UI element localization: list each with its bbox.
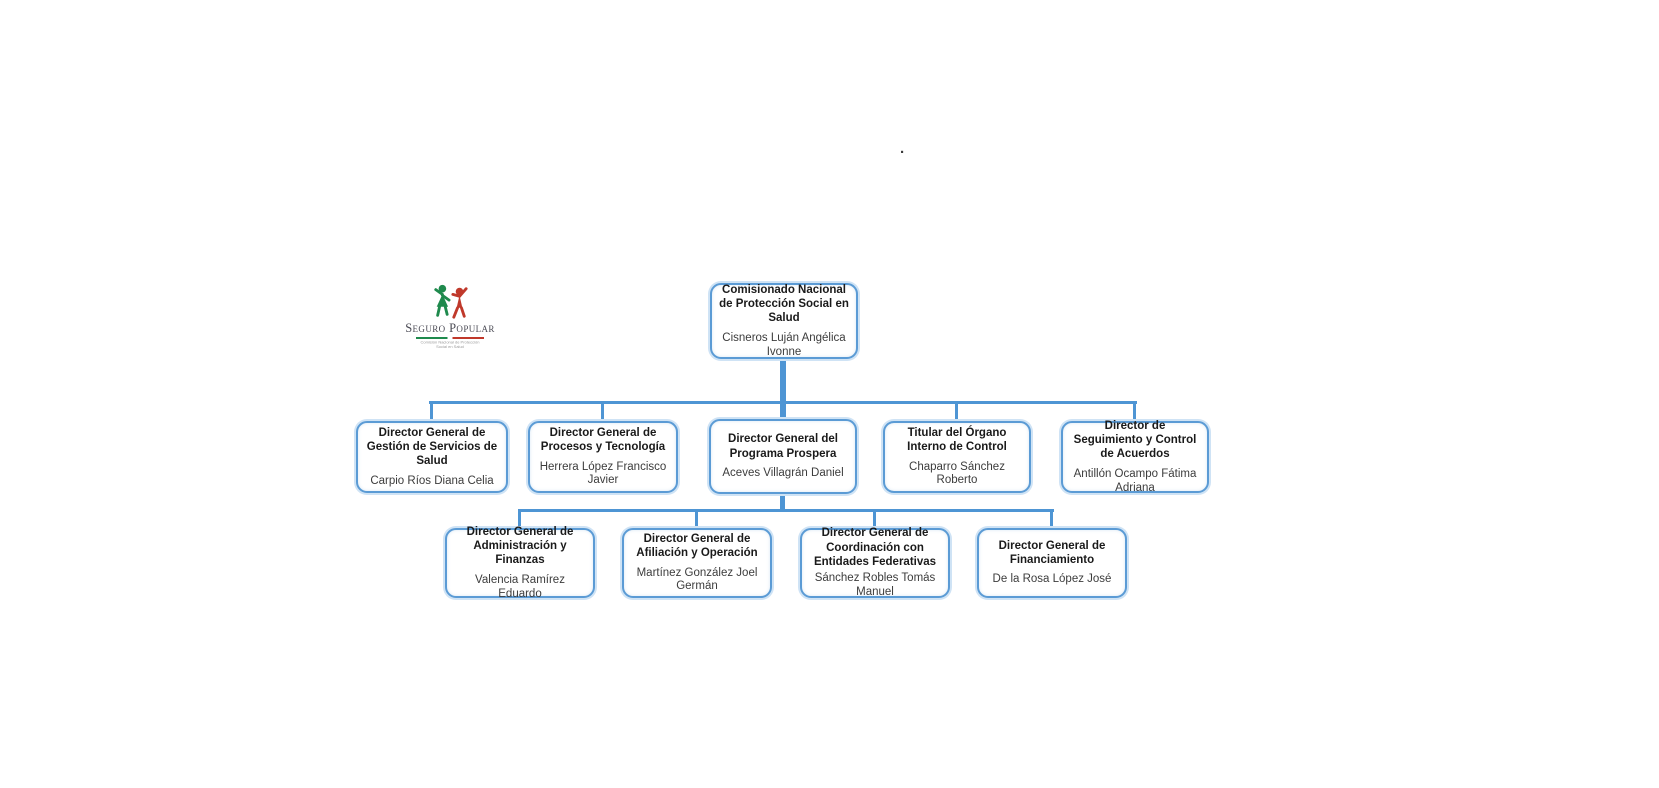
org-node-person: Valencia Ramírez Eduardo	[475, 573, 565, 600]
org-node-title: Director General de Administración y Finanzas	[466, 525, 574, 567]
org-node-coordinacion-entidades	[800, 528, 950, 598]
org-node-person: Cisneros Luján Angélica Ivonne	[722, 331, 846, 358]
org-node-seguimiento-acuerdos	[1061, 421, 1209, 493]
org-node-person: Aceves Villagrán Daniel	[722, 466, 844, 479]
org-node-comisionado	[710, 283, 858, 359]
org-node-programa-prospera	[709, 419, 857, 494]
org-node-afiliacion-operacion	[622, 528, 772, 598]
org-node-person: Carpio Ríos Diana Celia	[370, 474, 494, 487]
org-node-title: Director General de Afiliación y Operación	[636, 532, 758, 560]
org-node-person: De la Rosa López José	[992, 573, 1112, 586]
org-node-title: Director General de Coordinación con Entidades Federativas	[813, 527, 937, 568]
connector-level2-drop-1	[430, 404, 433, 422]
org-node-gestion-servicios-salud	[356, 421, 508, 493]
org-node-person: Martínez González Joel Germán	[636, 566, 758, 593]
org-node-title: Director General de Gestión de Servicios de Salud	[366, 426, 498, 468]
org-node-person: Antillón Ocampo Fátima Adriana	[1073, 467, 1197, 494]
connector-level2-drop-4	[955, 404, 958, 422]
org-node-title: Titular del Órgano Interno de Control	[907, 426, 1007, 454]
org-node-title: Comisionado Nacional de Protección Social en Salud	[719, 283, 849, 325]
connector-level3-drop-2	[695, 512, 698, 529]
org-node-title: Director General de Procesos y Tecnología	[540, 426, 666, 454]
org-node-person: Sánchez Robles Tomás Manuel	[814, 572, 936, 599]
org-node-person: Chaparro Sánchez Roberto	[909, 460, 1005, 487]
logo-flag-underline	[416, 337, 484, 339]
org-node-title: Director de Seguimiento y Control de Acuerdos	[1073, 419, 1197, 461]
connector-level3-drop-4	[1050, 512, 1053, 529]
stray-period-mark: .	[900, 140, 905, 157]
org-node-person: Herrera López Francisco Javier	[539, 460, 667, 487]
org-node-procesos-tecnologia	[528, 421, 678, 493]
org-node-administracion-finanzas	[445, 525, 595, 600]
org-node-title: Director General del Programa Prospera	[728, 433, 838, 460]
connector-level2-drop-2	[601, 404, 604, 422]
org-node-title: Director General de Financiamiento	[998, 539, 1106, 567]
seguro-popular-logo	[405, 283, 495, 358]
logo-tagline: Comisión Nacional de Protección Social en Salud	[420, 339, 480, 349]
logo-wordmark: Seguro Popular	[405, 321, 495, 335]
connector-level3-hbar	[518, 509, 1054, 512]
dancing-figures-icon	[427, 283, 473, 321]
org-node-financiamiento	[977, 528, 1127, 598]
org-node-organo-interno-control	[883, 421, 1031, 493]
connector-root-trunk	[780, 358, 786, 404]
